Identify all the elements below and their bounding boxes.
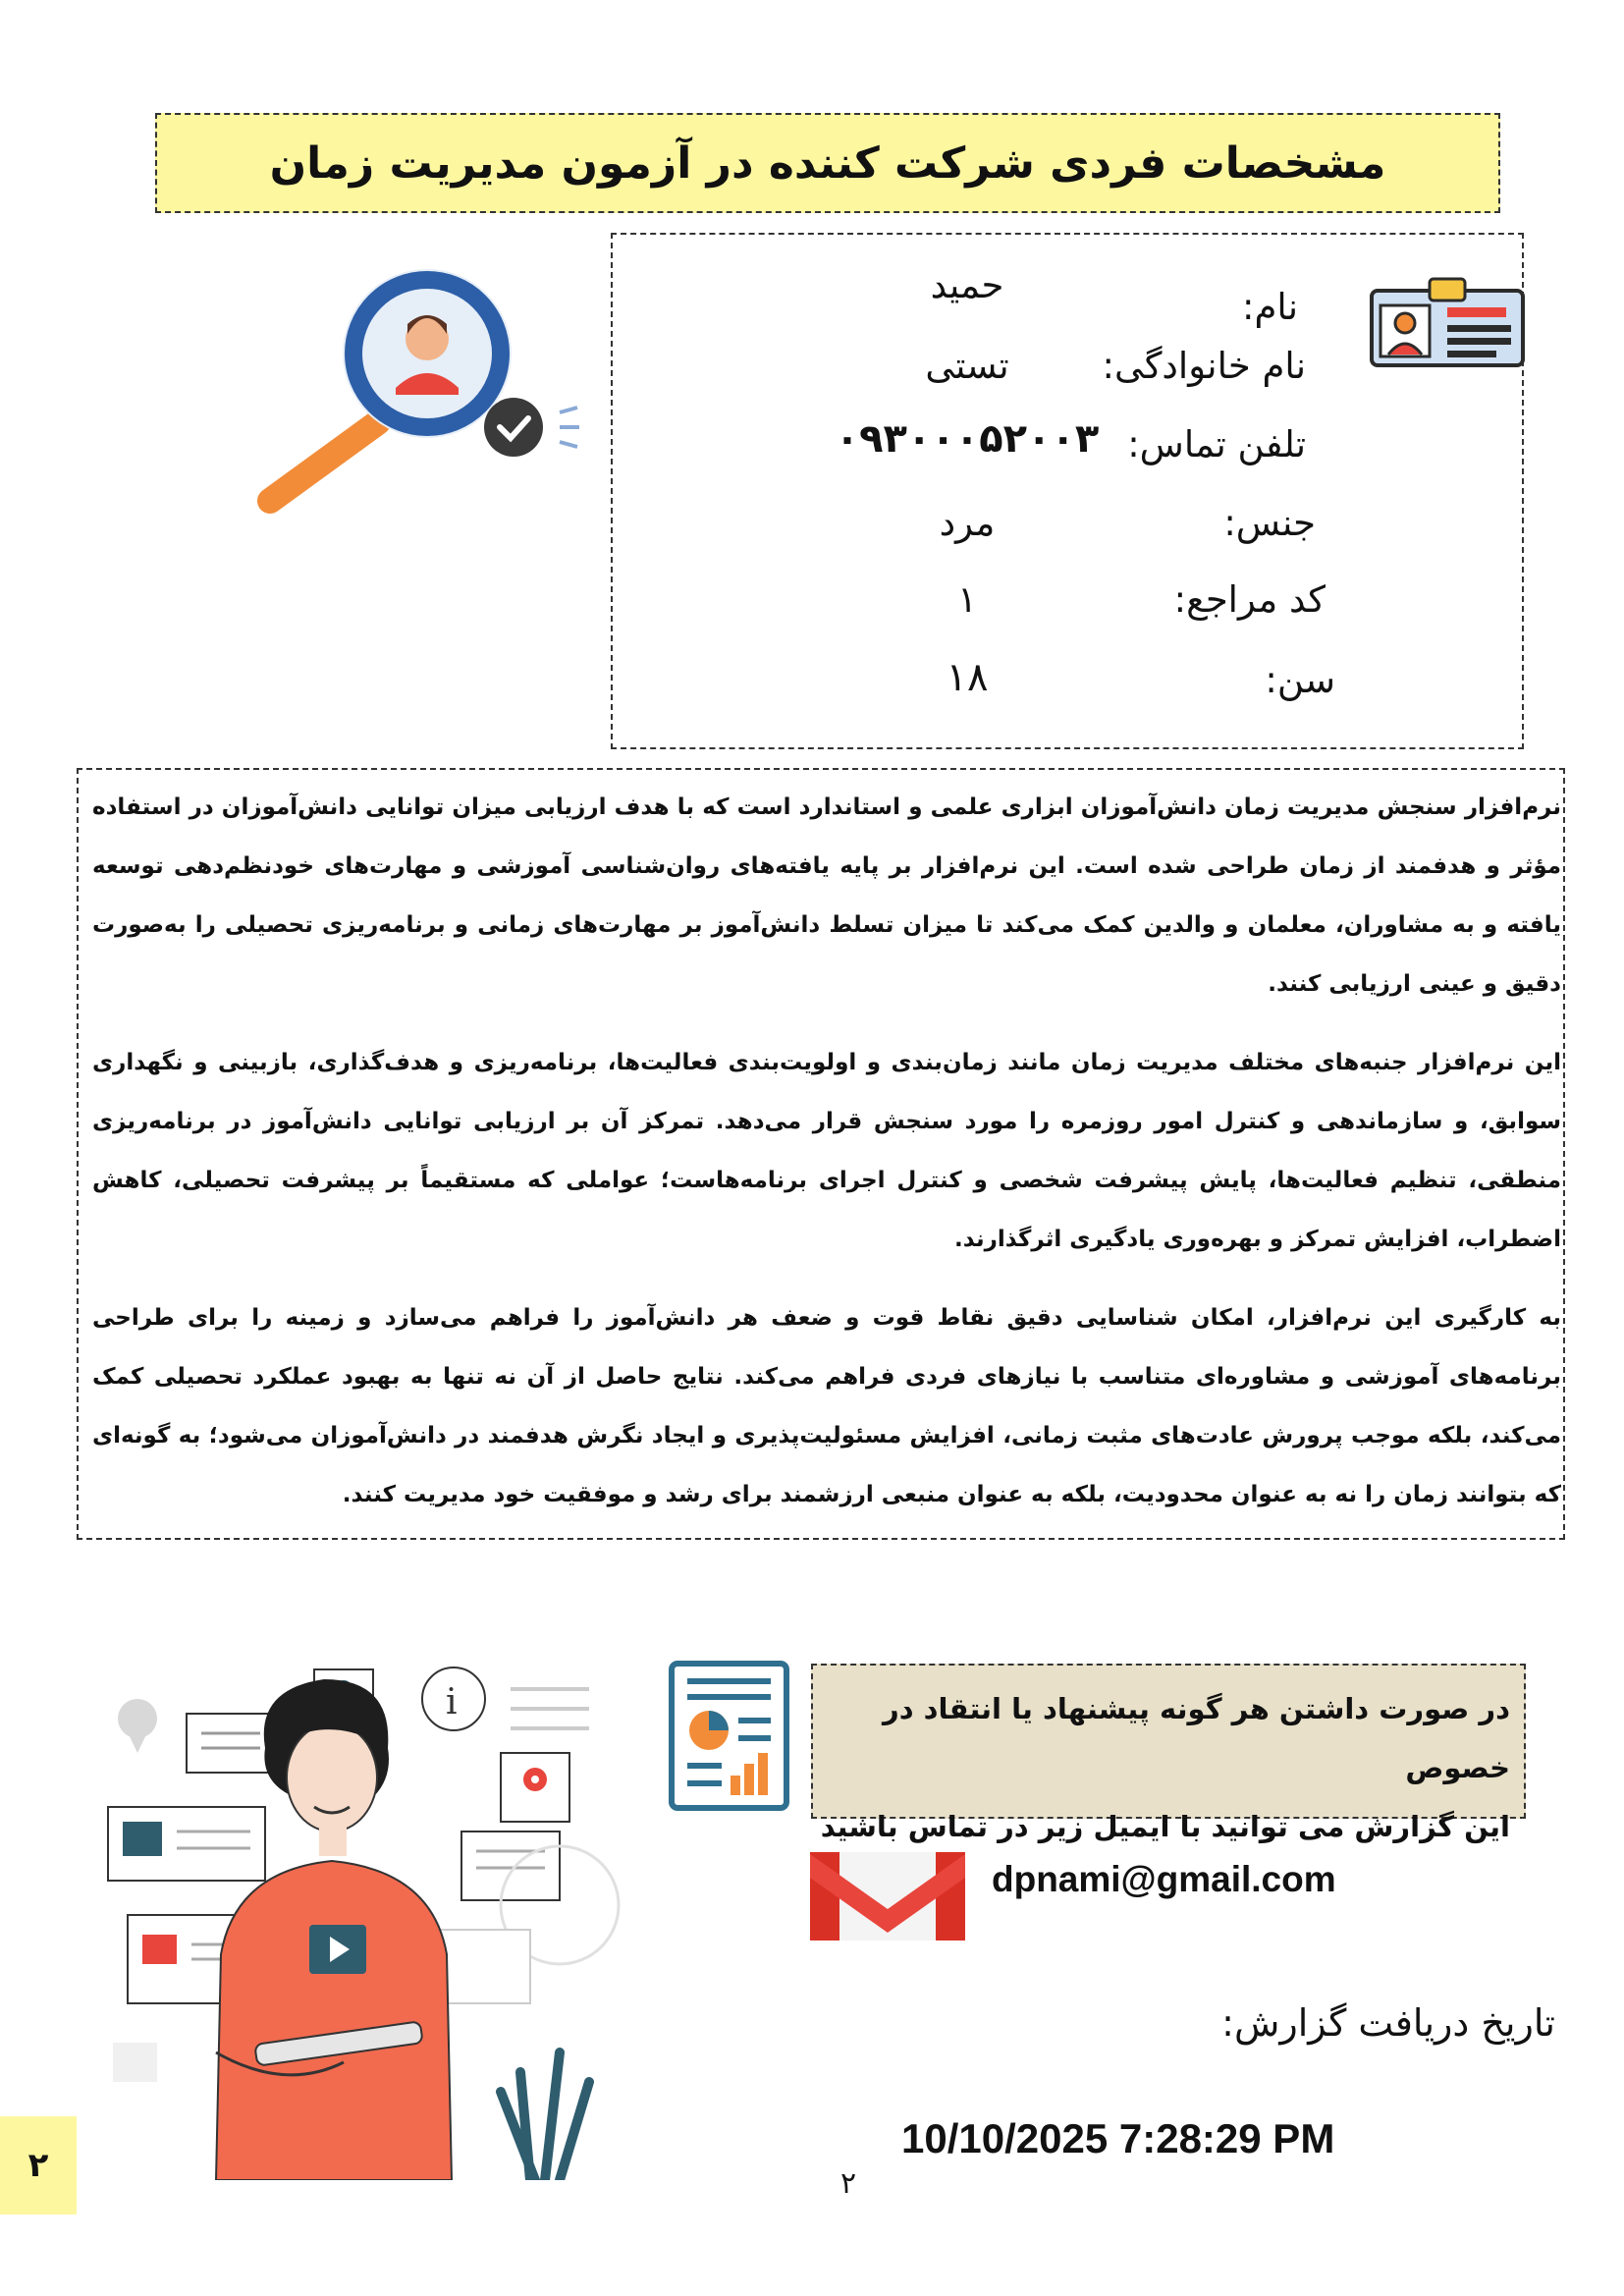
page-title-box bbox=[155, 113, 1500, 213]
gender-label: جنس: bbox=[1223, 502, 1316, 544]
ref-code-value: ۱ bbox=[957, 578, 977, 621]
contact-box bbox=[811, 1664, 1526, 1843]
contact-email[interactable]: dpnami@gmail.com bbox=[992, 1859, 1336, 1899]
phone-value: ۰۹۳۰۰۰۵۲۰۰۳ bbox=[835, 416, 1100, 462]
report-date-value: 10/10/2025 7:28:29 PM bbox=[901, 2115, 1335, 2161]
page-number: ۲ bbox=[840, 2166, 857, 2201]
search-profile-icon bbox=[250, 265, 584, 520]
description-paragraph-3: به کارگیری این نرم‌افزار، امکان شناسایی دقیق نقاط قوت و ضعف هر دانش‌آموز را فراهم می‌سازد و زمینه را برای طراحی برنامه‌های آموزشی و مشاوره‌ای متناسب با نیازهای فردی فراهم می‌کند. نتایج حاصل از آن نه تنها به بهبود عملکرد تحصیلی کمک می‌کند، بلکه موجب پرورش عادت‌های مثبت زمانی، افزایش مسئولیت‌پذیری و ایجاد نگرش هدفمند در دانش‌آموزان می‌شود؛ به گونه‌ای که بتوانند زمان را نه به عنوان محدودیت، بلکه به عنوان منبعی ارزشمند برای رشد و موفقیت خود مدیریت کنند. bbox=[92, 1305, 1561, 1507]
age-value: ۱۸ bbox=[946, 655, 989, 700]
svg-text:i: i bbox=[446, 1682, 458, 1722]
family-value: تستی bbox=[925, 345, 1009, 387]
person-illustration bbox=[98, 1660, 648, 2180]
id-card-icon bbox=[1369, 276, 1526, 369]
name-label: نام: bbox=[1242, 286, 1298, 328]
name-value: حمید bbox=[930, 264, 1004, 306]
contact-text-line-2: این گزارش می توانید با ایمیل زیر در تماس باشید bbox=[820, 1810, 1510, 1843]
age-label: سن: bbox=[1265, 659, 1335, 701]
page-title: مشخصات فردی شرکت کننده در آزمون مدیریت زمان bbox=[269, 137, 1386, 189]
gender-value: مرد bbox=[939, 502, 996, 544]
report-chart-icon bbox=[668, 1660, 790, 1812]
phone-label: تلفن تماس: bbox=[1127, 423, 1306, 465]
ref-code-label: کد مراجع: bbox=[1173, 578, 1326, 621]
participant-info-box bbox=[611, 233, 1524, 749]
page-number-badge: ۲ bbox=[0, 2116, 77, 2214]
description-paragraph-2: این نرم‌افزار جنبه‌های مختلف مدیریت زمان مانند زمان‌بندی و اولویت‌بندی فعالیت‌ها، برنامه‌ریزی و هدف‌گذاری، بازبینی و نگهداری سوابق، و سازماندهی و کنترل امور روزمره را مورد سنجش قرار می‌دهد. تمرکز آن بر ارزیابی توانایی دانش‌آموز در برنامه‌ریزی منطقی، تنظیم فعالیت‌ها، پایش پیشرفت شخصی و کنترل اجرای برنامه‌هاست؛ عواملی که مستقیماً بر پیشرفت تحصیلی، کاهش اضطراب، افزایش تمرکز و بهره‌وری یادگیری اثرگذارند. bbox=[92, 1050, 1561, 1252]
gmail-icon bbox=[808, 1848, 967, 1944]
contact-text-line-1: در صورت داشتن هر گونه پیشنهاد یا انتقاد در خصوص bbox=[883, 1692, 1510, 1784]
family-label: نام خانوادگی: bbox=[1102, 345, 1306, 387]
report-date-label: تاریخ دریافت گزارش: bbox=[1221, 2001, 1555, 2045]
description-box bbox=[77, 768, 1565, 1540]
description-paragraph-1: نرم‌افزار سنجش مدیریت زمان دانش‌آموزان ابزاری علمی و استاندارد است که با هدف ارزیابی میزان توانایی دانش‌آموزان در استفاده مؤثر و هدفمند از زمان طراحی شده است. این نرم‌افزار بر پایه یافته‌های روان‌شناسی آموزشی و مهارت‌های خودنظم‌دهی توسعه یافته و به مشاوران، معلمان و والدین کمک می‌کند تا میزان تسلط دانش‌آموز بر مهارت‌های زمانی و برنامه‌ریزی تحصیلی را به‌صورت دقیق و عینی ارزیابی کنند. bbox=[92, 794, 1561, 997]
